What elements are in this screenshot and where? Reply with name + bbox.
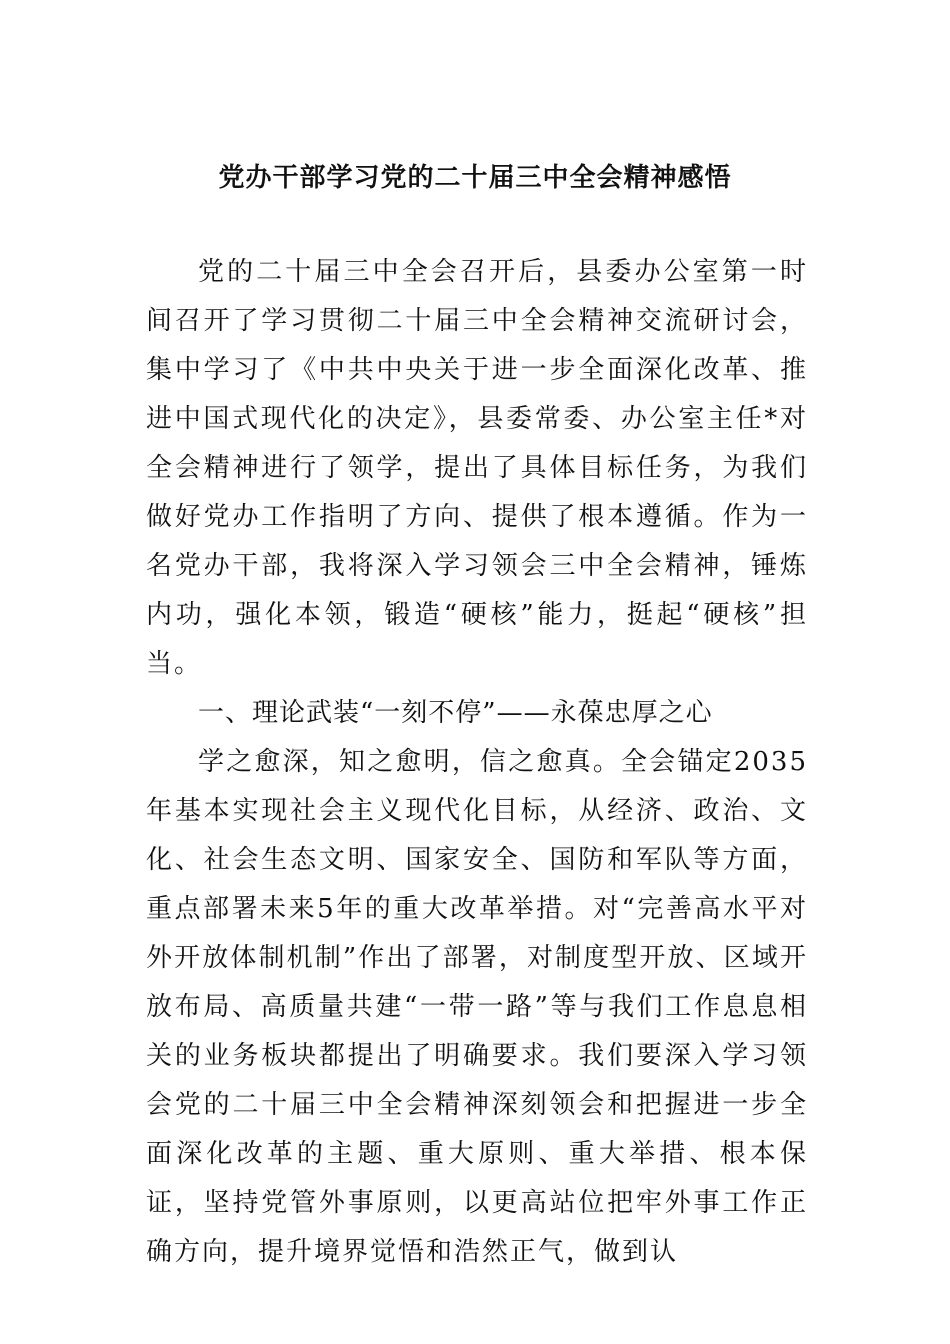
section-1-paragraph: 学之愈深，知之愈明，信之愈真。全会锚定2035年基本实现社会主义现代化目标，从经济、政治、文化、社会生态文明、国家安全、国防和军队等方面，重点部署未来5年的重大改革举措。对“完善高水平对外开放体制机制”作出了部署，对制度型开放、区域开放布局、高质量共建“一带一路”等与我们工作息息相关的业务板块都提出了明确要求。我们要深入学习领会党的二十届三中全会精神深刻领会和把握进一步全面深化改革的主题、重大原则、重大举措、根本保证，坚持党管外事原则，以更高站位把牢外事工作正确方向，提升境界觉悟和浩然正气，做到认	[146, 747, 808, 1267]
document-title: 党办干部学习党的二十届三中全会精神感悟	[218, 163, 732, 193]
section-heading-1: 一、理论武装“一刻不停”——永葆忠厚之心	[198, 698, 713, 728]
intro-paragraph: 党的二十届三中全会召开后，县委办公室第一时间召开了学习贯彻二十届三中全会精神交流研讨会，集中学习了《中共中央关于进一步全面深化改革、推进中国式现代化的决定》，县委常委、办公室主任*对全会精神进行了领学，提出了具体目标任务，为我们做好党办工作指明了方向、提供了根本遵循。作为一名党办干部，我将深入学习领会三中全会精神，锤炼内功，强化本领，锻造“硬核”能力，挺起“硬核”担当。	[146, 257, 808, 679]
document-body	[146, 248, 808, 1277]
